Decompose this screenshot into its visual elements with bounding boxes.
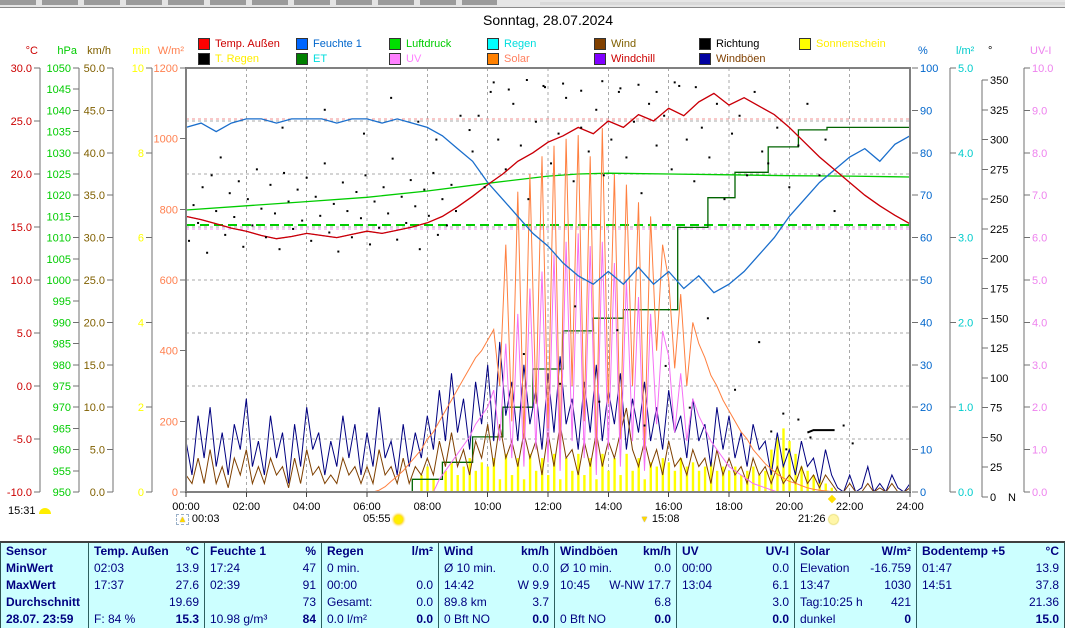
svg-text:UV-I: UV-I	[1030, 45, 1052, 57]
time-label: 14:00	[594, 501, 623, 513]
cell-time-or-note: Elevation	[800, 561, 850, 575]
row-label: Durchschnitt	[6, 595, 81, 609]
half-icon	[39, 508, 51, 514]
svg-text:1050: 1050	[46, 63, 71, 75]
svg-text:6.0: 6.0	[1032, 232, 1048, 245]
svg-text:325: 325	[990, 104, 1009, 117]
table-row	[89, 611, 204, 628]
svg-text:10.0: 10.0	[83, 402, 105, 415]
event-sunrise	[363, 513, 403, 525]
svg-text:970: 970	[52, 402, 71, 415]
axis-kmh	[107, 68, 113, 492]
svg-text:hPa: hPa	[57, 45, 77, 57]
svg-text:40: 40	[920, 317, 933, 330]
event-time: 15:08	[651, 513, 680, 525]
cell-value: 6.8	[654, 595, 671, 609]
svg-text:40.0: 40.0	[83, 147, 105, 160]
cell-value: 13.9	[1035, 561, 1059, 575]
svg-text:-5.0: -5.0	[13, 434, 32, 446]
svg-text:W/m²: W/m²	[157, 45, 184, 57]
table-row	[205, 594, 321, 611]
svg-text:45.0: 45.0	[83, 105, 105, 118]
svg-text:10: 10	[131, 63, 144, 75]
svg-text:0.0: 0.0	[16, 381, 32, 393]
cell-time-or-note: 14:42	[444, 578, 475, 592]
cell-value: 0.0	[772, 561, 789, 575]
chart-title: Sonntag, 28.07.2024	[482, 12, 613, 28]
cell-time-or-note: 0.0 l/m²	[327, 612, 368, 626]
cell-value: -16.759	[870, 561, 911, 575]
table-row	[322, 611, 438, 628]
svg-text:4.0: 4.0	[958, 147, 974, 160]
svg-text:1020: 1020	[46, 190, 71, 203]
table-col-regen	[321, 543, 438, 628]
axis-uvi	[1024, 68, 1030, 492]
svg-text:10: 10	[920, 444, 933, 457]
table-row	[439, 560, 554, 577]
row-label: MinWert	[6, 561, 54, 575]
svg-text:25.0: 25.0	[10, 116, 32, 128]
svg-text:20: 20	[920, 402, 933, 415]
time-label: 08:00	[413, 501, 442, 513]
cell-time-or-note: Gesamt:	[327, 595, 373, 609]
table-row	[1, 611, 88, 628]
table-col-sensor	[1, 543, 88, 628]
svg-text:350: 350	[990, 75, 1009, 87]
column-unit: km/h	[520, 544, 549, 558]
table-row	[1, 577, 88, 594]
diamond-icon	[828, 495, 836, 503]
svg-text:1045: 1045	[46, 84, 71, 97]
svg-text:0.0: 0.0	[1032, 487, 1048, 499]
column-header-label: Feuchte 1	[210, 544, 267, 558]
table-col-feuchte	[204, 543, 321, 628]
legend-label: Temp. Außen	[215, 38, 280, 50]
legend-label: Windböen	[716, 53, 766, 65]
cell-time-or-note: 00:00	[682, 561, 713, 575]
svg-text:0: 0	[137, 487, 144, 499]
time-label: 20:00	[775, 501, 804, 513]
cell-value: 91	[302, 578, 316, 592]
svg-text:50: 50	[990, 432, 1003, 445]
svg-text:2.0: 2.0	[1032, 402, 1048, 415]
svg-text:60: 60	[920, 232, 933, 245]
svg-text:995: 995	[52, 296, 71, 309]
svg-text:100: 100	[990, 372, 1009, 385]
table-header	[677, 543, 794, 560]
series-t-regen	[807, 430, 834, 433]
svg-text:1015: 1015	[46, 211, 71, 224]
column-header-label: Solar	[800, 544, 831, 558]
table-row	[439, 611, 554, 628]
event-sunset	[798, 513, 838, 525]
table-col-temp	[88, 543, 204, 628]
cell-time-or-note: dunkel	[800, 612, 836, 626]
table-row	[677, 611, 794, 628]
cell-time-or-note: 14:51	[922, 578, 953, 592]
cell-value: 13.9	[175, 561, 199, 575]
svg-text:1030: 1030	[46, 147, 71, 160]
column-header-label: Temp. Außen	[94, 544, 169, 558]
svg-text:400: 400	[159, 345, 178, 358]
svg-text:1200: 1200	[153, 63, 178, 75]
cell-value: 84	[302, 612, 316, 626]
cell-time-or-note: 17:37	[94, 578, 125, 592]
event-time: 15:31	[8, 505, 36, 517]
svg-text:5.0: 5.0	[16, 328, 32, 340]
cell-time-or-note: Tag:10:25 h	[800, 595, 863, 609]
svg-text:4: 4	[137, 317, 144, 330]
cell-value: 0.0	[654, 561, 671, 575]
cell-value: 6.1	[772, 578, 789, 592]
cell-value: 421	[890, 595, 911, 609]
cell-time-or-note: 13:04	[682, 578, 713, 592]
table-col-windboeen	[554, 543, 676, 628]
svg-text:25: 25	[990, 462, 1003, 475]
time-label: 24:00	[896, 501, 924, 513]
svg-text:4.0: 4.0	[1032, 317, 1048, 330]
cell-value: 47	[302, 561, 316, 575]
cell-value: 0.0	[532, 612, 549, 626]
table-row	[555, 611, 676, 628]
cell-time-or-note: 17:24	[210, 561, 241, 575]
svg-text:N: N	[1008, 492, 1016, 504]
svg-text:600: 600	[159, 275, 178, 287]
table-row	[555, 560, 676, 577]
arrow-down-icon: ▼	[640, 513, 649, 524]
legend-label: Feuchte 1	[313, 38, 362, 50]
table-row	[555, 594, 676, 611]
table-col-wind	[438, 543, 554, 628]
row-label: MaxWert	[6, 578, 56, 592]
cell-value: 3.0	[772, 595, 789, 609]
svg-text:7.0: 7.0	[1032, 190, 1048, 203]
svg-text:200: 200	[159, 416, 178, 429]
table-row	[89, 577, 204, 594]
table-row	[322, 577, 438, 594]
svg-text:1.0: 1.0	[1032, 444, 1048, 457]
table-row	[917, 560, 1064, 577]
table-row	[917, 577, 1064, 594]
legend-label: Regen	[504, 38, 537, 50]
svg-text:955: 955	[52, 465, 71, 478]
table-row	[89, 560, 204, 577]
svg-text:9.0: 9.0	[1032, 105, 1048, 118]
cell-value: 0.0	[416, 612, 433, 626]
svg-text:150: 150	[990, 313, 1009, 326]
row-label: Sensor	[6, 544, 47, 558]
axis-hPa	[73, 68, 79, 492]
column-unit: UV-I	[765, 544, 789, 558]
svg-text:2: 2	[137, 402, 144, 415]
legend-label: Luftdruck	[406, 38, 452, 50]
cell-time-or-note: 02:03	[94, 561, 125, 575]
svg-text:980: 980	[52, 359, 71, 372]
svg-text:50: 50	[920, 275, 933, 287]
axis-min	[146, 68, 152, 492]
svg-text:20.0: 20.0	[10, 169, 32, 181]
event-time: 00:03	[191, 513, 220, 525]
cell-value: 27.6	[175, 578, 199, 592]
time-label: 02:00	[232, 501, 261, 513]
cell-value: 19.69	[168, 595, 199, 609]
svg-text:8.0: 8.0	[1032, 147, 1048, 160]
svg-text:1025: 1025	[46, 169, 71, 181]
cell-time-or-note: 0 Bft NO	[560, 612, 607, 626]
cell-value: 1030	[884, 578, 911, 592]
svg-text:990: 990	[52, 317, 71, 330]
time-label: 16:00	[654, 501, 683, 513]
table-row	[1, 594, 88, 611]
table-row	[677, 577, 794, 594]
column-unit: °C	[185, 544, 199, 558]
table-header	[439, 543, 554, 560]
svg-text:960: 960	[52, 444, 71, 457]
column-header-label: Regen	[327, 544, 364, 558]
legend-label: T. Regen	[215, 53, 260, 65]
time-label: 22:00	[835, 501, 864, 513]
cell-value: 3.7	[532, 595, 549, 609]
column-header-label: Bodentemp +5	[922, 544, 1006, 558]
svg-text:6: 6	[137, 232, 144, 245]
cell-value: 0.0	[416, 578, 433, 592]
svg-text:30.0: 30.0	[83, 232, 105, 245]
cell-value: 73	[302, 595, 316, 609]
table-row	[555, 577, 676, 594]
time-label: 04:00	[292, 501, 321, 513]
svg-text:1040: 1040	[46, 105, 71, 118]
svg-text:1000: 1000	[153, 133, 178, 146]
cell-time-or-note: 00:00	[327, 578, 358, 592]
event-sunset-axis-marker	[829, 496, 838, 502]
svg-text:15.0: 15.0	[83, 359, 105, 372]
svg-text:70: 70	[920, 190, 933, 203]
cell-value: 0.0	[532, 561, 549, 575]
axis-deg	[982, 80, 988, 497]
time-label: 06:00	[353, 501, 381, 513]
svg-text:125: 125	[990, 343, 1009, 356]
table-col-bodentemp	[916, 543, 1064, 628]
svg-text:30.0: 30.0	[10, 63, 32, 75]
table-row	[1, 560, 88, 577]
cell-time-or-note: 13:47	[800, 578, 831, 592]
svg-text:3.0: 3.0	[1032, 359, 1048, 372]
event-moonset	[640, 513, 679, 525]
svg-text:°C: °C	[25, 45, 38, 57]
svg-text:1010: 1010	[46, 232, 71, 245]
table-row	[795, 611, 916, 628]
svg-text:0: 0	[920, 487, 927, 499]
svg-text:%: %	[918, 45, 928, 57]
table-header	[795, 543, 916, 560]
svg-text:950: 950	[52, 487, 71, 499]
cell-value: 15.0	[1035, 612, 1059, 626]
column-header-label: UV	[682, 544, 699, 558]
axis-lm2	[950, 68, 956, 492]
table-header	[917, 543, 1064, 560]
table-row	[322, 560, 438, 577]
svg-text:175: 175	[990, 283, 1009, 296]
svg-text:20.0: 20.0	[83, 317, 105, 330]
column-unit: W/m²	[881, 544, 911, 558]
event-moon-time-left	[8, 505, 51, 517]
svg-text:°: °	[988, 45, 993, 57]
svg-text:min: min	[132, 45, 150, 57]
svg-text:200: 200	[990, 253, 1009, 266]
svg-text:225: 225	[990, 223, 1009, 236]
legend-label: ET	[313, 53, 328, 65]
table-col-solar	[794, 543, 916, 628]
svg-text:50.0: 50.0	[83, 63, 105, 75]
legend-label: UV	[406, 53, 422, 65]
svg-text:0.0: 0.0	[958, 487, 974, 499]
svg-text:965: 965	[52, 423, 71, 436]
column-unit: km/h	[642, 544, 671, 558]
table-row	[205, 560, 321, 577]
cell-time-or-note: Ø 10 min.	[560, 561, 613, 575]
column-unit: l/m²	[411, 544, 433, 558]
svg-text:15.0: 15.0	[10, 222, 32, 234]
svg-text:km/h: km/h	[87, 45, 111, 57]
svg-text:35.0: 35.0	[83, 190, 105, 203]
svg-text:75: 75	[990, 402, 1003, 415]
weather-table	[0, 541, 1065, 628]
event-time: 05:55	[363, 513, 391, 525]
cell-value: 0.0	[654, 612, 671, 626]
table-row	[917, 611, 1064, 628]
table-col-uv	[676, 543, 794, 628]
column-unit: °C	[1045, 544, 1059, 558]
svg-text:250: 250	[990, 194, 1009, 207]
table-row	[205, 577, 321, 594]
svg-text:100: 100	[920, 63, 939, 75]
svg-text:0: 0	[171, 487, 178, 499]
table-header	[205, 543, 321, 560]
table-row	[795, 560, 916, 577]
cell-value: W-NW 17.7	[609, 578, 671, 592]
cell-value: 0	[904, 612, 911, 626]
svg-text:3.0: 3.0	[958, 232, 974, 245]
svg-text:2.0: 2.0	[958, 317, 974, 330]
cell-time-or-note: 10:45	[560, 578, 591, 592]
legend-label: Windchill	[611, 53, 656, 65]
svg-text:5.0: 5.0	[1032, 275, 1048, 287]
table-row	[795, 577, 916, 594]
svg-text:90: 90	[920, 105, 933, 118]
table-row	[205, 611, 321, 628]
axis-tempC	[34, 68, 40, 492]
time-label: 00:00	[172, 501, 200, 513]
time-label: 18:00	[715, 501, 743, 513]
sun-pale-icon	[829, 515, 838, 524]
cell-time-or-note: 89.8 km	[444, 595, 487, 609]
svg-text:275: 275	[990, 164, 1009, 177]
arrow-up-icon: ▲	[178, 513, 187, 524]
legend-label: Richtung	[716, 38, 760, 50]
svg-text:1005: 1005	[46, 253, 71, 266]
event-night-marker	[176, 513, 219, 525]
cell-value: 0.0	[416, 595, 433, 609]
svg-text:-10.0: -10.0	[6, 487, 32, 499]
svg-text:10.0: 10.0	[10, 275, 32, 287]
table-row	[439, 577, 554, 594]
svg-text:1000: 1000	[46, 275, 71, 287]
cell-value: 21.36	[1028, 595, 1059, 609]
column-unit: %	[305, 544, 316, 558]
svg-text:5.0: 5.0	[89, 444, 105, 457]
svg-text:975: 975	[52, 381, 71, 393]
table-header	[89, 543, 204, 560]
svg-text:5.0: 5.0	[958, 63, 974, 75]
cell-time-or-note: 02:39	[210, 578, 241, 592]
table-row	[322, 594, 438, 611]
legend-label: Wind	[611, 38, 637, 50]
cell-value: 0.0	[772, 612, 789, 626]
event-time: 21:26	[798, 513, 826, 525]
table-row	[439, 594, 554, 611]
row-label: 28.07. 23:59	[6, 612, 74, 626]
svg-text:800: 800	[159, 204, 178, 217]
cell-value: 15.3	[175, 612, 199, 626]
table-row	[677, 560, 794, 577]
legend-label: Sonnenschein	[816, 38, 886, 50]
cell-time-or-note: 0 min.	[327, 561, 360, 575]
svg-text:10.0: 10.0	[1032, 63, 1054, 75]
table-row	[795, 594, 916, 611]
table-header	[555, 543, 676, 560]
svg-text:300: 300	[990, 134, 1009, 147]
time-label: 10:00	[473, 501, 502, 513]
table-header	[322, 543, 438, 560]
table-row	[1, 543, 88, 560]
svg-text:1035: 1035	[46, 126, 71, 139]
cell-value: 37.8	[1035, 578, 1059, 592]
svg-text:80: 80	[920, 147, 933, 160]
legend-label: Solar	[504, 53, 530, 65]
svg-text:25.0: 25.0	[83, 275, 105, 287]
svg-text:985: 985	[52, 338, 71, 351]
svg-text:l/m²: l/m²	[956, 45, 975, 57]
cell-time-or-note: 10.98 g/m³	[210, 612, 268, 626]
svg-text:30: 30	[920, 359, 933, 372]
svg-text:0: 0	[990, 492, 997, 504]
cell-value: W 9.9	[517, 578, 549, 592]
table-row	[677, 594, 794, 611]
cell-time-or-note: 0 Bft NO	[444, 612, 491, 626]
column-header-label: Windböen	[560, 544, 618, 558]
svg-text:0.0: 0.0	[89, 487, 105, 499]
cell-time-or-note: Ø 10 min.	[444, 561, 497, 575]
time-label: 12:00	[534, 501, 562, 513]
axis-pct	[912, 68, 918, 492]
table-row	[917, 594, 1064, 611]
table-row	[89, 594, 204, 611]
svg-text:8: 8	[137, 147, 144, 160]
sun-icon	[394, 515, 403, 524]
arrow-up-dashed-icon	[176, 514, 189, 525]
cell-time-or-note: 01:47	[922, 561, 953, 575]
svg-text:1.0: 1.0	[958, 402, 974, 415]
column-header-label: Wind	[444, 544, 474, 558]
cell-time-or-note: F: 84 %	[94, 612, 136, 626]
